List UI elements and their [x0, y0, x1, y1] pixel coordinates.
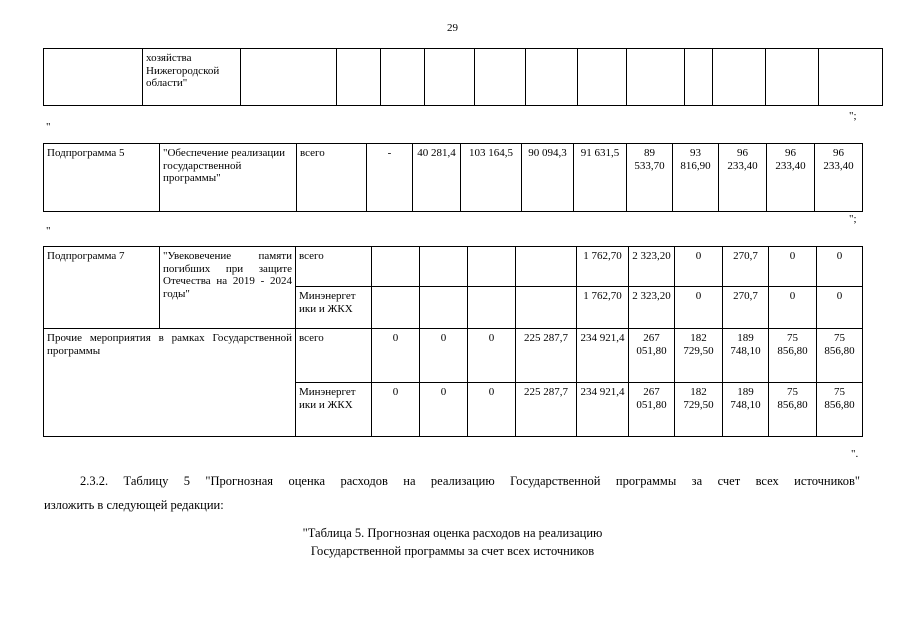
table-cell: 75 856,80 [817, 383, 863, 437]
page-number: 29 [447, 22, 458, 34]
table-cell: 0 [420, 383, 468, 437]
table-cell: 75 856,80 [817, 329, 863, 383]
table-cell: 270,7 [723, 287, 769, 329]
table-cell: 225 287,7 [516, 329, 577, 383]
row-label: Прочие мероприятия в рамках Государственной программы [44, 329, 296, 437]
funding-source: всего [296, 247, 372, 287]
table-cell [468, 287, 516, 329]
table-cell [381, 49, 425, 106]
table-row [44, 329, 863, 383]
table-cell: 267 051,80 [629, 383, 675, 437]
table-cell: 1 762,70 [577, 287, 629, 329]
table-cell [241, 49, 337, 106]
table-cell: 75 856,80 [769, 329, 817, 383]
table-fragment-3 [43, 246, 863, 437]
table-cell [372, 247, 420, 287]
table-cell: 267 051,80 [629, 329, 675, 383]
table-fragment-2 [43, 143, 863, 212]
table-cell: 189 748,10 [723, 383, 769, 437]
closing-quote-mark: "; [849, 110, 857, 122]
table-cell [516, 247, 577, 287]
table-cell [337, 49, 381, 106]
table-cell: 0 [817, 287, 863, 329]
table-cell: 2 323,20 [629, 247, 675, 287]
table-cell [475, 49, 526, 106]
table-cell: 0 [817, 247, 863, 287]
table-cell: 0 [468, 383, 516, 437]
table-cell [372, 287, 420, 329]
table-cell: 75 856,80 [769, 383, 817, 437]
opening-quote-mark: " [46, 225, 51, 237]
table-cell: 0 [372, 329, 420, 383]
funding-source: Минэнергет ики и ЖКХ [296, 383, 372, 437]
funding-source: всего [297, 144, 367, 212]
subprogram-name: "Увековечение памяти погибших при защите Отечества на 2019 - 2024 годы" [160, 247, 296, 329]
table-cell: 96 233,40 [767, 144, 815, 212]
table-cell: 103 164,5 [461, 144, 522, 212]
table-row [44, 144, 863, 212]
table-cell [516, 287, 577, 329]
funding-source: всего [296, 329, 372, 383]
table-cell [578, 49, 627, 106]
table-cell: 0 [675, 287, 723, 329]
table-cell: 89 533,70 [627, 144, 673, 212]
table-caption-line-1: "Таблица 5. Прогнозная оценка расходов на реализацию [302, 526, 603, 540]
table-cell [420, 247, 468, 287]
table-cell: 91 631,5 [574, 144, 627, 212]
table-cell: 0 [372, 383, 420, 437]
table-cell: 2 323,20 [629, 287, 675, 329]
table-cell: 0 [769, 247, 817, 287]
row-label: Подпрограмма 7 [44, 247, 160, 329]
table-cell [526, 49, 578, 106]
table-cell: 0 [769, 287, 817, 329]
table-cell: 182 729,50 [675, 383, 723, 437]
table-cell [425, 49, 475, 106]
opening-quote-mark: " [46, 121, 51, 133]
table-cell: 234 921,4 [577, 383, 629, 437]
table-cell: 0 [675, 247, 723, 287]
table-cell: 96 233,40 [719, 144, 767, 212]
table-cell: 90 094,3 [522, 144, 574, 212]
table-caption-line-2: Государственной программы за счет всех источников [310, 544, 595, 558]
subprogram-name: "Обеспечение реализации государственной программы" [160, 144, 297, 212]
table-cell: 93 816,90 [673, 144, 719, 212]
table-cell [713, 49, 766, 106]
table-cell: 0 [468, 329, 516, 383]
table-cell: 225 287,7 [516, 383, 577, 437]
table-cell: 96 233,40 [815, 144, 863, 212]
table-cell [420, 287, 468, 329]
table-cell: 40 281,4 [413, 144, 461, 212]
table-cell [766, 49, 819, 106]
paragraph-line-1: 2.3.2. Таблицу 5 "Прогнозная оценка расходов на реализацию Государственной программы за счет всех источников" [80, 474, 860, 488]
table-cell: 270,7 [723, 247, 769, 287]
table-cell [819, 49, 883, 106]
funding-source: Минэнергет ики и ЖКХ [296, 287, 372, 329]
table-row [44, 247, 863, 287]
table-fragment-1 [43, 48, 883, 106]
table-cell: хозяйства Нижегородской области" [143, 49, 241, 106]
closing-quote-mark: "; [849, 213, 857, 225]
table-cell: 189 748,10 [723, 329, 769, 383]
table-cell [627, 49, 685, 106]
table-cell: 234 921,4 [577, 329, 629, 383]
table-cell: 182 729,50 [675, 329, 723, 383]
table-cell [468, 247, 516, 287]
table-cell [685, 49, 713, 106]
table-cell: - [367, 144, 413, 212]
row-label: Подпрограмма 5 [44, 144, 160, 212]
table-cell: 1 762,70 [577, 247, 629, 287]
closing-quote-mark: ". [851, 448, 859, 460]
table-cell [44, 49, 143, 106]
table-cell: 0 [420, 329, 468, 383]
paragraph-line-2: изложить в следующей редакции: [44, 498, 224, 512]
